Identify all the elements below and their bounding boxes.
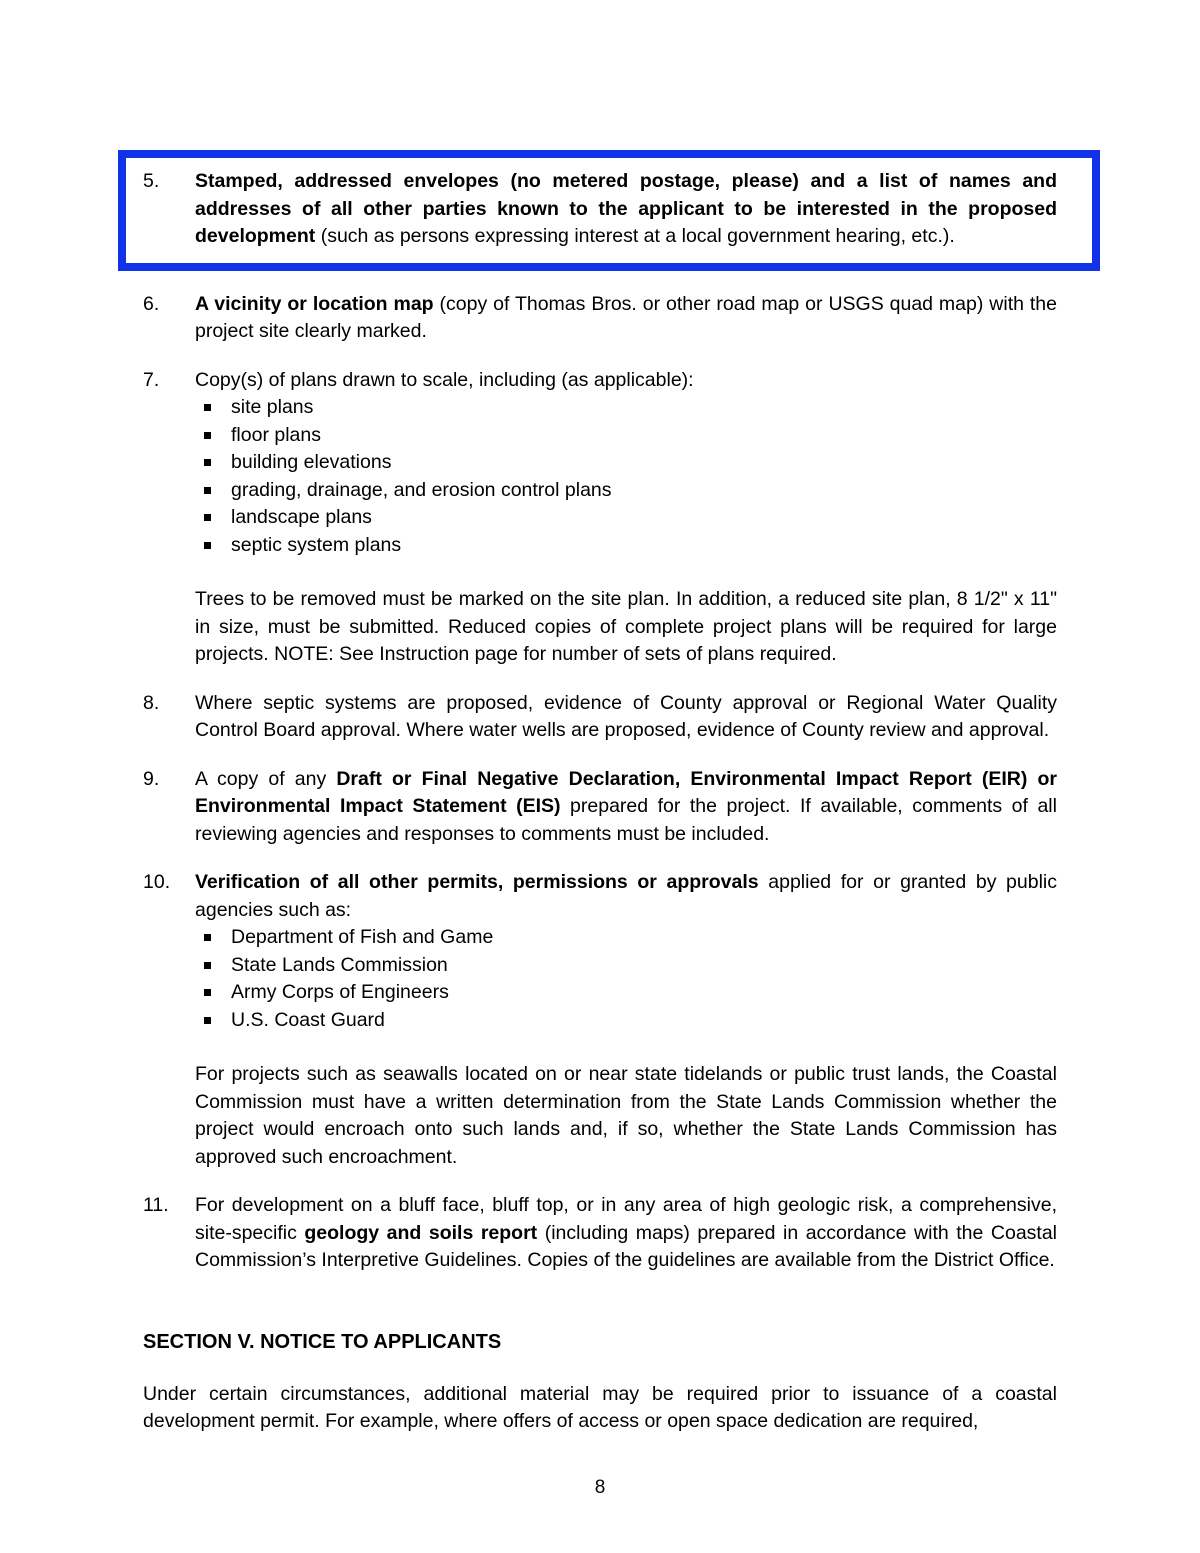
section-paragraph: Under certain circumstances, additional material may be required prior to issuance of a coastal development permit. For example, where offers of access or open space dedication are required, [143,1382,1057,1432]
item-number: 11. [143,1194,169,1216]
bullet-item: septic system plans [195,532,1057,560]
item-body [195,291,1057,346]
item-body [195,766,1057,849]
text-segment: For development on a bluff face, bluff top, or in any area of high geologic risk, a comprehensive, site-specific [195,1194,1057,1244]
list-item-10 [143,869,1057,1171]
item-number: 9. [143,767,160,790]
page-number: 8 [594,1477,606,1498]
text-segment: A vicinity or location map [195,292,434,315]
bullet-item: Army Corps of Engineers [195,979,1057,1007]
bullet-list [195,924,1057,1034]
text-segment: Where septic systems are proposed, evidence of County approval or Regional Water Quality Control Board approval. Where water wells are proposed, evidence of County review and approval. [195,691,1057,741]
bullet-item: landscape plans [195,504,1057,532]
item-body [195,690,1057,745]
list-item-8 [143,690,1057,745]
list-item-11 [143,1192,1057,1275]
list-item-5 [143,168,1057,251]
text-segment: Copy(s) of plans drawn to scale, including (as applicable): [195,368,694,391]
item-number: 7. [143,368,160,391]
item-number: 10. [143,871,171,893]
item-text [195,367,1057,395]
text-segment: A copy of any [195,767,337,790]
bullet-item: Department of Fish and Game [195,924,1057,952]
bullet-item: site plans [195,394,1057,422]
item-text [195,291,1057,346]
item-body [195,367,1057,669]
bullet-item: floor plans [195,422,1057,450]
item-body [195,869,1057,1171]
highlight-box [118,150,1100,271]
section-heading: SECTION V. NOTICE TO APPLICANTS [143,1330,502,1353]
bullet-item: building elevations [195,449,1057,477]
list-item-7 [143,367,1057,669]
item-continuation: For projects such as seawalls located on or near state tidelands or public trust lands, the Coastal Commission must have a written determination from the State Lands Commission whether the project would encroach onto such lands and, if so, whether the State Lands Commission has approved such encroachment. [195,1063,1057,1168]
item-text [195,690,1057,745]
item-text [195,766,1057,849]
bullet-item: U.S. Coast Guard [195,1007,1057,1035]
item-text [195,869,1057,924]
bullet-list [195,394,1057,559]
text-segment: (such as persons expressing interest at a local government hearing, etc.). [315,225,955,247]
text-segment: applied for or granted by public agencies such as: [195,871,1058,921]
text-segment: Verification of all other permits, permissions or approvals [195,871,759,893]
text-segment: prepared for the project. If available, comments of all reviewing agencies and responses to comments must be included. [195,795,1057,845]
item-text [195,168,1057,251]
item-text [195,1192,1057,1275]
item-continuation: Trees to be removed must be marked on the site plan. In addition, a reduced site plan, 8 1/2" x 11" in size, must be submitted. Reduced copies of complete project plans will be required for large projects. NOTE: See Instruction page for number of sets of plans required. [195,588,1057,665]
text-segment: geology and soils report [304,1221,538,1244]
item-body [195,1192,1057,1275]
text-segment: (including maps) prepared in accordance with the Coastal Commission’s Interpretive Guidelines. Copies of the guidelines are available from the District Office. [195,1221,1058,1271]
item-number: 6. [143,292,160,315]
list-item-9 [143,766,1057,849]
text-segment: Draft or Final Negative Declaration, Environmental Impact Report (EIR) or Environmental Impact Statement (EIS) [195,767,1057,817]
item-body [195,168,1057,251]
list-item-6 [143,291,1057,346]
bullet-item: State Lands Commission [195,952,1057,980]
text-segment: Stamped, addressed envelopes (no metered postage, please) and a list of names and addresses of all other parties known to the applicant to be interested in the proposed development [195,170,1057,247]
bullet-item: grading, drainage, and erosion control plans [195,477,1057,505]
item-number: 8. [143,691,160,714]
text-segment: (copy of Thomas Bros. or other road map or USGS quad map) with the project site clearly marked. [195,292,1057,342]
item-number: 5. [143,170,160,192]
